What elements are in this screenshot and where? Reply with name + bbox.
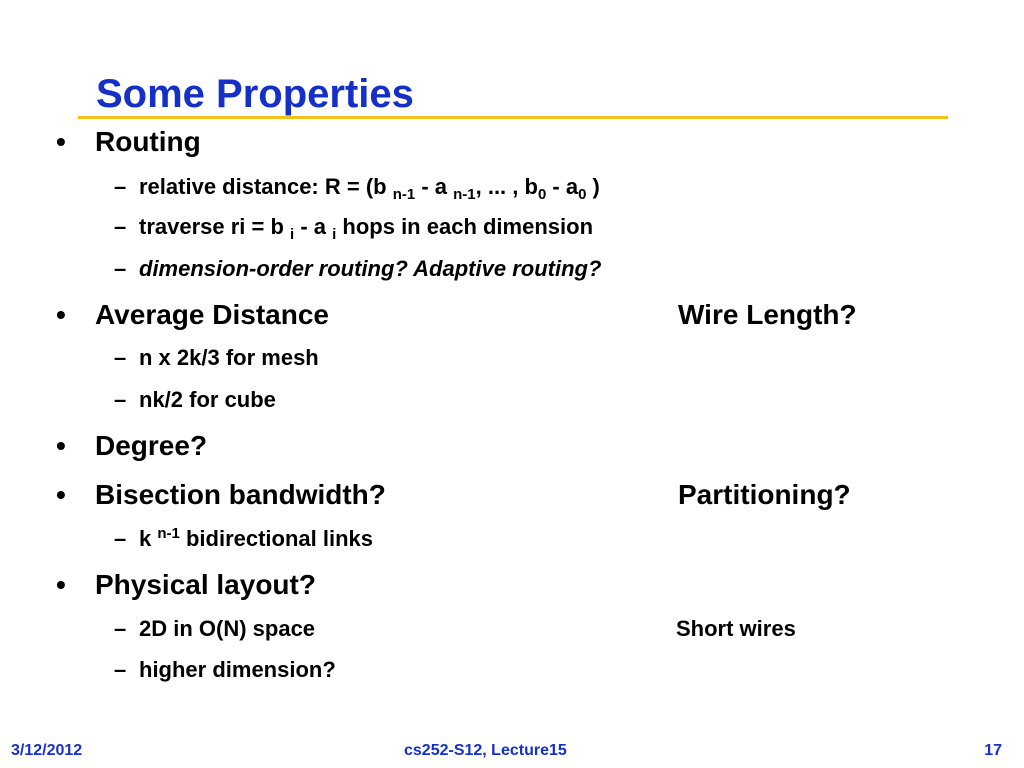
bullet-marker: • (56, 430, 66, 461)
bullet-marker: • (56, 299, 66, 330)
bullet-label: Bisection bandwidth? (95, 479, 386, 510)
bullet-marker: • (56, 479, 66, 510)
dash-marker: – (114, 526, 127, 551)
slide-title: Some Properties (96, 72, 414, 116)
bullet-marker: • (56, 569, 66, 600)
dash-marker: – (114, 345, 127, 370)
dash-marker: – (114, 616, 127, 641)
sub-bullet-text: 2D in O(N) space (139, 616, 316, 641)
sub-bullet-text: n x 2k/3 for mesh (139, 345, 319, 370)
short-wires-label: Short wires (676, 616, 796, 641)
dash-marker: – (114, 214, 127, 239)
dash-marker: – (114, 256, 127, 281)
bullet-label: Physical layout? (95, 569, 316, 600)
sub-bullet-text: dimension-order routing? Adaptive routing? (139, 256, 602, 281)
bullet-label: Average Distance (95, 299, 329, 330)
dash-marker: – (114, 174, 127, 199)
footer-date: 3/12/2012 (11, 742, 83, 759)
bullet-label: Degree? (95, 430, 208, 461)
sub-bullet-text: traverse ri = b $_i$ - a $_i$ hops in each dimension (139, 214, 594, 243)
title-underline (78, 116, 948, 119)
bullet-label: Routing (95, 126, 201, 157)
dash-marker: – (114, 387, 127, 412)
sub-bullet-text: higher dimension? (139, 657, 336, 682)
footer-page-number: 17 (984, 742, 1002, 759)
partitioning-label: Partitioning? (678, 479, 851, 510)
sub-bullet-text: nk/2 for cube (139, 387, 276, 412)
bullet-marker: • (56, 126, 66, 157)
footer-course: cs252-S12, Lecture15 (404, 742, 567, 759)
wire-length-label: Wire Length? (678, 299, 857, 330)
sub-bullet-text: relative distance: R = (b $_{n-1}$ - a $_{n-1}$, ... , $b_0 - a_0$ ) (139, 174, 600, 203)
sub-bullet-text: k $^{n-1}$ bidirectional links (139, 525, 374, 551)
dash-marker: – (114, 657, 127, 682)
